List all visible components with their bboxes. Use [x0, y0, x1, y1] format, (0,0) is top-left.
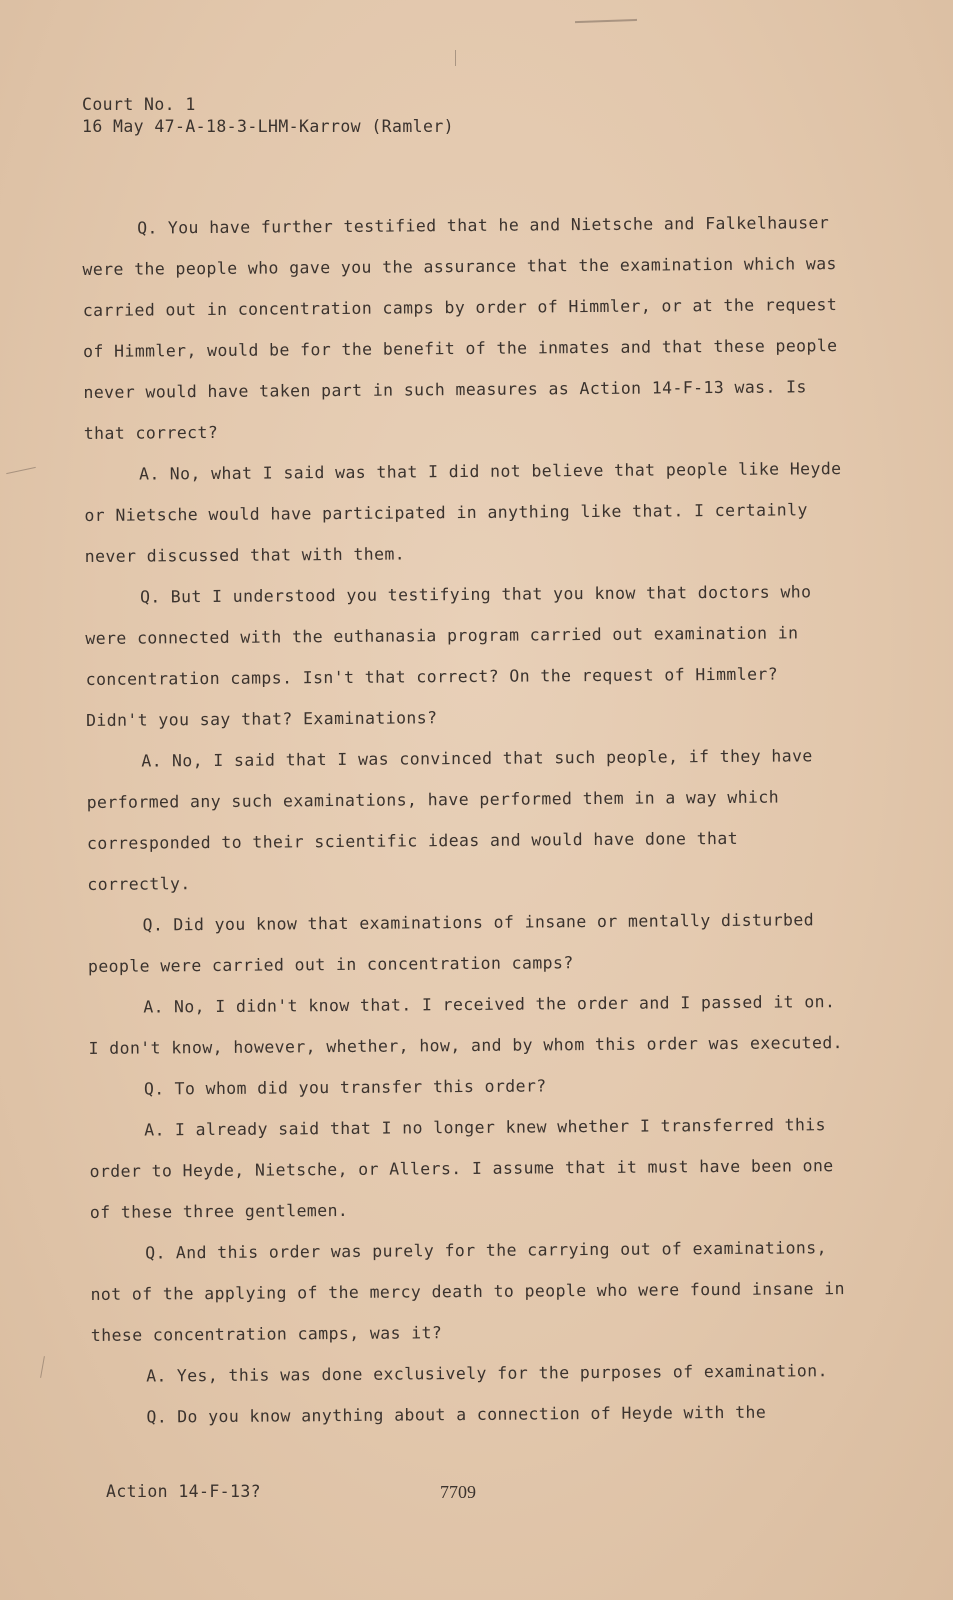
- answer-paragraph: [89, 1104, 850, 1233]
- question-paragraph: [90, 1227, 851, 1356]
- paragraph-text: Did you know that examinations of insane or mentally disturbed people were carried out in concentration camps?: [87, 910, 815, 976]
- top-tick-mark: [455, 50, 456, 66]
- speaker-label: Q.: [137, 218, 158, 238]
- paragraph-text: But I understood you testifying that you know that doctors who were connected with the euthanasia program carried out examination in concentration camps. Isn't that correct? On the request of Himmler? Didn't you say that? Examinations?: [85, 582, 812, 730]
- answer-paragraph: [84, 448, 845, 577]
- speaker-label: A.: [143, 997, 165, 1017]
- document-header: [82, 94, 454, 138]
- paragraph-text: Yes, this was done exclusively for the purposes of examination.: [176, 1361, 828, 1386]
- speaker-label: A.: [139, 464, 160, 484]
- transcript-reference: 16 May 47-A-18-3-LHM-Karrow (Ramler): [82, 117, 455, 136]
- page-number: 7709: [440, 1482, 476, 1502]
- question-paragraph: [89, 1063, 849, 1110]
- paragraph-text: You have further testified that he and Nietsche and Falkelhauser were the people who gave you the assurance that the examination which was carried out in concentration camps by order of Himmler, or at the request of Himmler, would be for the benefit of the inmates and that these people never would have taken part in such measures as Action 14-F-13 was. Is that correct?: [82, 213, 838, 443]
- top-pen-mark: [575, 19, 637, 23]
- paragraph-text: No, I didn't know that. I received the order and I passed it on. I don't know, however, whether, how, and by whom this order was executed.: [88, 992, 844, 1058]
- court-number: Court No. 1: [82, 95, 196, 114]
- paragraph-text: No, I said that I was convinced that such people, if they have performed any such examinations, have performed them in a way which corresponded to their scientific ideas and would have done that correctly.: [86, 746, 813, 894]
- question-paragraph: [82, 202, 844, 454]
- speaker-label: A.: [141, 751, 163, 771]
- question-paragraph: [85, 571, 846, 741]
- question-paragraph: [91, 1391, 851, 1438]
- paragraph-text: And this order was purely for the carrying out of examinations, not of the applying of the mercy death to people who were found insane in these concentration camps, was it?: [90, 1238, 845, 1345]
- speaker-label: Q.: [139, 587, 161, 607]
- continuation-text: Action 14-F-13?: [106, 1482, 262, 1501]
- left-margin-mark-lower: [40, 1356, 45, 1378]
- paragraph-text: I already said that I no longer knew whether I transferred this order to Heyde, Nietsche, or Allers. I assume that it must have been one of these three gentlemen.: [89, 1115, 834, 1222]
- paragraph-text: To whom did you transfer this order?: [174, 1076, 547, 1099]
- question-paragraph: [87, 899, 848, 987]
- speaker-label: Q.: [145, 1243, 166, 1263]
- left-margin-mark: [6, 467, 36, 474]
- paragraph-text: Do you know anything about a connection of Heyde with the: [177, 1402, 767, 1427]
- answer-paragraph: [86, 735, 847, 905]
- answer-paragraph: [88, 981, 849, 1069]
- speaker-label: A.: [146, 1366, 167, 1386]
- paragraph-text: No, what I said was that I did not believe that people like Heyde or Nietsche would have participated in anything like that. I certainly never discussed that with them.: [84, 459, 842, 566]
- speaker-label: Q.: [146, 1407, 168, 1427]
- testimony-body: [82, 202, 852, 1438]
- speaker-label: Q.: [142, 915, 164, 935]
- speaker-label: Q.: [143, 1079, 165, 1099]
- speaker-label: A.: [144, 1120, 165, 1140]
- answer-paragraph: [91, 1350, 851, 1397]
